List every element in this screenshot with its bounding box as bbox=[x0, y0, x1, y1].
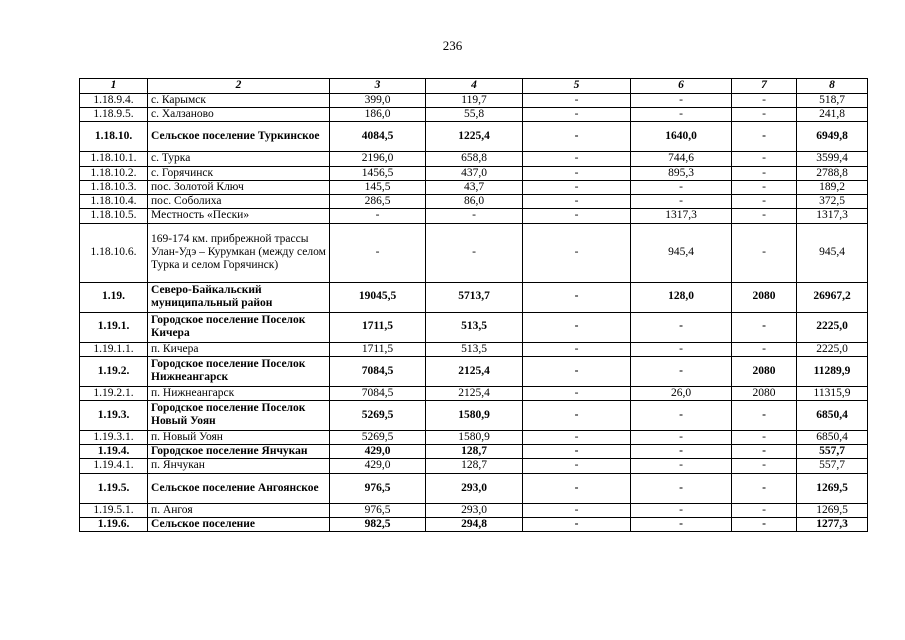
col5-cell: - bbox=[523, 282, 631, 312]
col3-cell: 429,0 bbox=[330, 459, 426, 473]
col8-cell: 26967,2 bbox=[797, 282, 868, 312]
page-number: 236 bbox=[442, 38, 463, 53]
col6-cell: - bbox=[631, 400, 732, 430]
col5-cell: - bbox=[523, 356, 631, 386]
col4-cell: 119,7 bbox=[426, 94, 523, 108]
col7-cell: - bbox=[732, 400, 797, 430]
name-cell: Местность «Пески» bbox=[148, 209, 330, 223]
row-number-cell: 1.19.3.1. bbox=[80, 430, 148, 444]
table-row bbox=[80, 312, 868, 342]
col6-cell: 744,6 bbox=[631, 152, 732, 166]
col5-cell: - bbox=[523, 209, 631, 223]
col5-cell: - bbox=[523, 430, 631, 444]
col4-cell: - bbox=[426, 209, 523, 223]
col7-cell: - bbox=[732, 312, 797, 342]
col4-cell: 2125,4 bbox=[426, 356, 523, 386]
col4-cell: 1225,4 bbox=[426, 122, 523, 152]
col8-cell: 6850,4 bbox=[797, 400, 868, 430]
col5-cell: - bbox=[523, 517, 631, 531]
col7-cell: - bbox=[732, 209, 797, 223]
col4-cell: 128,7 bbox=[426, 459, 523, 473]
col7-cell: - bbox=[732, 108, 797, 122]
col7-cell: - bbox=[732, 180, 797, 194]
col3-cell: 399,0 bbox=[330, 94, 426, 108]
name-cell: Сельское поселение Туркинское bbox=[148, 122, 330, 152]
row-number-cell: 1.18.10.4. bbox=[80, 195, 148, 209]
table-body bbox=[80, 94, 868, 532]
col7-cell: - bbox=[732, 94, 797, 108]
table-row bbox=[80, 473, 868, 503]
table-row bbox=[80, 223, 868, 282]
col3-cell: 976,5 bbox=[330, 473, 426, 503]
col8-cell: 557,7 bbox=[797, 459, 868, 473]
col5-cell: - bbox=[523, 152, 631, 166]
column-header: 5 bbox=[523, 79, 631, 94]
row-number-cell: 1.19. bbox=[80, 282, 148, 312]
col6-cell: 1317,3 bbox=[631, 209, 732, 223]
col7-cell: - bbox=[732, 473, 797, 503]
name-cell: Городское поселение Янчукан bbox=[148, 445, 330, 459]
col6-cell: 26,0 bbox=[631, 386, 732, 400]
col5-cell: - bbox=[523, 400, 631, 430]
col5-cell: - bbox=[523, 122, 631, 152]
col7-cell: 2080 bbox=[732, 386, 797, 400]
col8-cell: 241,8 bbox=[797, 108, 868, 122]
col8-cell: 1269,5 bbox=[797, 473, 868, 503]
row-number-cell: 1.18.10.6. bbox=[80, 223, 148, 282]
col3-cell: 145,5 bbox=[330, 180, 426, 194]
name-cell: Северо-Байкальский муниципальный район bbox=[148, 282, 330, 312]
name-cell: с. Халзаново bbox=[148, 108, 330, 122]
col8-cell: 372,5 bbox=[797, 195, 868, 209]
col5-cell: - bbox=[523, 473, 631, 503]
table-row bbox=[80, 445, 868, 459]
col8-cell: 2225,0 bbox=[797, 312, 868, 342]
name-cell: п. Янчукан bbox=[148, 459, 330, 473]
col5-cell: - bbox=[523, 386, 631, 400]
column-header: 1 bbox=[80, 79, 148, 94]
name-cell: 169-174 км. прибрежной трассы Улан-Удэ – Курумкан (между селом Турка и селом Горячинск) bbox=[148, 223, 330, 282]
row-number-cell: 1.19.5.1. bbox=[80, 503, 148, 517]
row-number-cell: 1.18.9.5. bbox=[80, 108, 148, 122]
col6-cell: - bbox=[631, 445, 732, 459]
name-cell: пос. Соболиха bbox=[148, 195, 330, 209]
row-number-cell: 1.18.9.4. bbox=[80, 94, 148, 108]
table-row bbox=[80, 166, 868, 180]
col3-cell: 5269,5 bbox=[330, 430, 426, 444]
col6-cell: - bbox=[631, 473, 732, 503]
name-cell: п. Нижнеангарск bbox=[148, 386, 330, 400]
row-number-cell: 1.19.2.1. bbox=[80, 386, 148, 400]
name-cell: с. Горячинск bbox=[148, 166, 330, 180]
table-row bbox=[80, 209, 868, 223]
col8-cell: 6949,8 bbox=[797, 122, 868, 152]
col5-cell: - bbox=[523, 503, 631, 517]
col4-cell: 1580,9 bbox=[426, 400, 523, 430]
col7-cell: - bbox=[732, 459, 797, 473]
col7-cell: - bbox=[732, 503, 797, 517]
col4-cell: 294,8 bbox=[426, 517, 523, 531]
col3-cell: 7084,5 bbox=[330, 356, 426, 386]
col4-cell: 293,0 bbox=[426, 503, 523, 517]
col8-cell: 1277,3 bbox=[797, 517, 868, 531]
table-row bbox=[80, 94, 868, 108]
col3-cell: - bbox=[330, 223, 426, 282]
table-row bbox=[80, 459, 868, 473]
table-row bbox=[80, 430, 868, 444]
col3-cell: 286,5 bbox=[330, 195, 426, 209]
name-cell: пос. Золотой Ключ bbox=[148, 180, 330, 194]
col7-cell: - bbox=[732, 430, 797, 444]
col6-cell: 945,4 bbox=[631, 223, 732, 282]
col4-cell: 513,5 bbox=[426, 342, 523, 356]
col8-cell: 11315,9 bbox=[797, 386, 868, 400]
col3-cell: 2196,0 bbox=[330, 152, 426, 166]
name-cell: с. Турка bbox=[148, 152, 330, 166]
col7-cell: - bbox=[732, 195, 797, 209]
col8-cell: 3599,4 bbox=[797, 152, 868, 166]
row-number-cell: 1.19.4. bbox=[80, 445, 148, 459]
col5-cell: - bbox=[523, 108, 631, 122]
col4-cell: 1580,9 bbox=[426, 430, 523, 444]
col8-cell: 518,7 bbox=[797, 94, 868, 108]
col8-cell: 945,4 bbox=[797, 223, 868, 282]
col3-cell: - bbox=[330, 209, 426, 223]
col6-cell: - bbox=[631, 459, 732, 473]
col5-cell: - bbox=[523, 195, 631, 209]
col7-cell: - bbox=[732, 445, 797, 459]
col6-cell: 128,0 bbox=[631, 282, 732, 312]
col6-cell: - bbox=[631, 517, 732, 531]
col4-cell: 293,0 bbox=[426, 473, 523, 503]
col4-cell: 437,0 bbox=[426, 166, 523, 180]
col8-cell: 2788,8 bbox=[797, 166, 868, 180]
col5-cell: - bbox=[523, 445, 631, 459]
header-row bbox=[80, 79, 868, 94]
table-row bbox=[80, 503, 868, 517]
col6-cell: - bbox=[631, 180, 732, 194]
col6-cell: 895,3 bbox=[631, 166, 732, 180]
col7-cell: - bbox=[732, 166, 797, 180]
column-header: 4 bbox=[426, 79, 523, 94]
col7-cell: - bbox=[732, 342, 797, 356]
row-number-cell: 1.19.6. bbox=[80, 517, 148, 531]
table-row bbox=[80, 342, 868, 356]
table-row bbox=[80, 195, 868, 209]
row-number-cell: 1.19.1. bbox=[80, 312, 148, 342]
row-number-cell: 1.19.5. bbox=[80, 473, 148, 503]
row-number-cell: 1.18.10.2. bbox=[80, 166, 148, 180]
col8-cell: 6850,4 bbox=[797, 430, 868, 444]
col5-cell: - bbox=[523, 94, 631, 108]
col6-cell: - bbox=[631, 312, 732, 342]
name-cell: Городское поселение Поселок Новый Уоян bbox=[148, 400, 330, 430]
col6-cell: - bbox=[631, 430, 732, 444]
row-number-cell: 1.19.4.1. bbox=[80, 459, 148, 473]
row-number-cell: 1.18.10.3. bbox=[80, 180, 148, 194]
col3-cell: 1711,5 bbox=[330, 312, 426, 342]
col5-cell: - bbox=[523, 459, 631, 473]
col3-cell: 186,0 bbox=[330, 108, 426, 122]
col6-cell: - bbox=[631, 108, 732, 122]
col6-cell: - bbox=[631, 94, 732, 108]
col5-cell: - bbox=[523, 223, 631, 282]
col3-cell: 982,5 bbox=[330, 517, 426, 531]
col7-cell: - bbox=[732, 517, 797, 531]
column-header: 7 bbox=[732, 79, 797, 94]
col3-cell: 7084,5 bbox=[330, 386, 426, 400]
col4-cell: 128,7 bbox=[426, 445, 523, 459]
col4-cell: - bbox=[426, 223, 523, 282]
row-number-cell: 1.18.10.1. bbox=[80, 152, 148, 166]
col3-cell: 19045,5 bbox=[330, 282, 426, 312]
col4-cell: 2125,4 bbox=[426, 386, 523, 400]
data-table bbox=[79, 78, 868, 532]
col3-cell: 4084,5 bbox=[330, 122, 426, 152]
col4-cell: 43,7 bbox=[426, 180, 523, 194]
name-cell: п. Новый Уоян bbox=[148, 430, 330, 444]
name-cell: Городское поселение Поселок Кичера bbox=[148, 312, 330, 342]
row-number-cell: 1.19.3. bbox=[80, 400, 148, 430]
table-row bbox=[80, 108, 868, 122]
col3-cell: 429,0 bbox=[330, 445, 426, 459]
col3-cell: 1456,5 bbox=[330, 166, 426, 180]
col6-cell: 1640,0 bbox=[631, 122, 732, 152]
row-number-cell: 1.18.10. bbox=[80, 122, 148, 152]
row-number-cell: 1.19.2. bbox=[80, 356, 148, 386]
col8-cell: 557,7 bbox=[797, 445, 868, 459]
table-row bbox=[80, 400, 868, 430]
col4-cell: 55,8 bbox=[426, 108, 523, 122]
table-row bbox=[80, 517, 868, 531]
col8-cell: 189,2 bbox=[797, 180, 868, 194]
col7-cell: - bbox=[732, 122, 797, 152]
col6-cell: - bbox=[631, 356, 732, 386]
name-cell: Сельское поселение bbox=[148, 517, 330, 531]
row-number-cell: 1.18.10.5. bbox=[80, 209, 148, 223]
col4-cell: 5713,7 bbox=[426, 282, 523, 312]
col4-cell: 513,5 bbox=[426, 312, 523, 342]
name-cell: Городское поселение Поселок Нижнеангарск bbox=[148, 356, 330, 386]
name-cell: Сельское поселение Ангоянское bbox=[148, 473, 330, 503]
col4-cell: 658,8 bbox=[426, 152, 523, 166]
name-cell: п. Ангоя bbox=[148, 503, 330, 517]
col7-cell: - bbox=[732, 152, 797, 166]
col3-cell: 1711,5 bbox=[330, 342, 426, 356]
table-row bbox=[80, 356, 868, 386]
col8-cell: 1269,5 bbox=[797, 503, 868, 517]
column-header: 8 bbox=[797, 79, 868, 94]
col7-cell: 2080 bbox=[732, 282, 797, 312]
col7-cell: - bbox=[732, 223, 797, 282]
table-row bbox=[80, 386, 868, 400]
col8-cell: 2225,0 bbox=[797, 342, 868, 356]
col6-cell: - bbox=[631, 503, 732, 517]
col5-cell: - bbox=[523, 312, 631, 342]
column-header: 3 bbox=[330, 79, 426, 94]
name-cell: п. Кичера bbox=[148, 342, 330, 356]
col5-cell: - bbox=[523, 166, 631, 180]
column-header: 2 bbox=[148, 79, 330, 94]
column-header: 6 bbox=[631, 79, 732, 94]
col3-cell: 5269,5 bbox=[330, 400, 426, 430]
name-cell: с. Карымск bbox=[148, 94, 330, 108]
row-number-cell: 1.19.1.1. bbox=[80, 342, 148, 356]
col6-cell: - bbox=[631, 195, 732, 209]
col7-cell: 2080 bbox=[732, 356, 797, 386]
col5-cell: - bbox=[523, 342, 631, 356]
col6-cell: - bbox=[631, 342, 732, 356]
table-row bbox=[80, 282, 868, 312]
table-row bbox=[80, 152, 868, 166]
col4-cell: 86,0 bbox=[426, 195, 523, 209]
col3-cell: 976,5 bbox=[330, 503, 426, 517]
table-row bbox=[80, 180, 868, 194]
col8-cell: 1317,3 bbox=[797, 209, 868, 223]
table-row bbox=[80, 122, 868, 152]
col8-cell: 11289,9 bbox=[797, 356, 868, 386]
col5-cell: - bbox=[523, 180, 631, 194]
